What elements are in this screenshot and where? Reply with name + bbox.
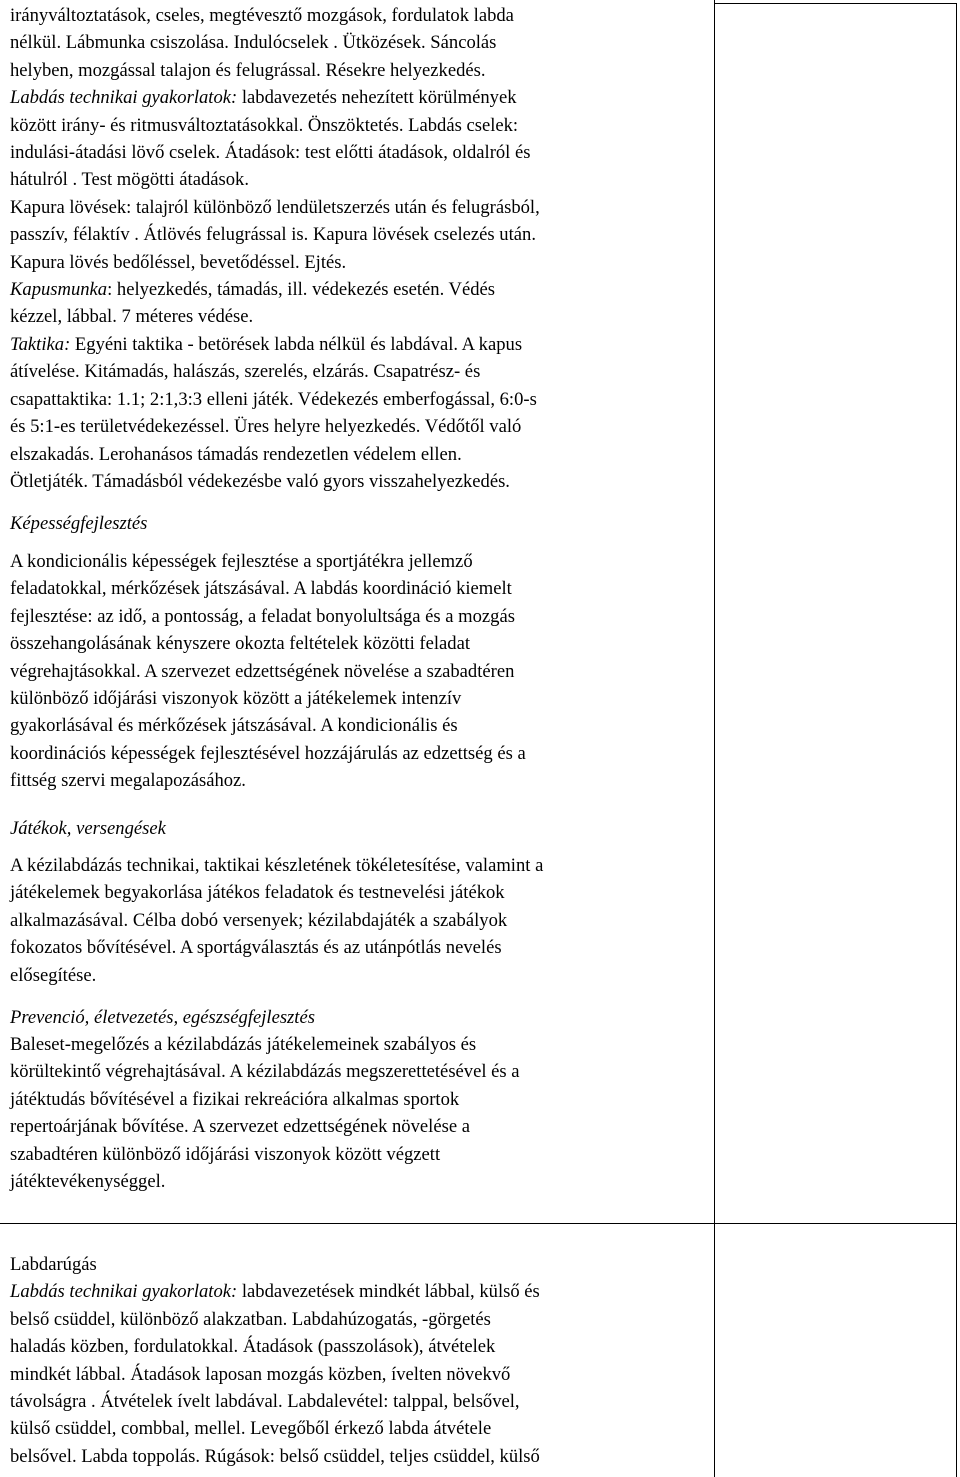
text-line	[10, 413, 710, 440]
text-run: kézzel, lábbal. 7 méteres védése.	[10, 306, 254, 328]
text-line: fokozatos bővítésével. A sportágválasztás és az utánpótlás nevelés	[10, 937, 502, 959]
text-run: Egyéni taktika - betörések labda nélkül és labdával. A kapus	[70, 333, 523, 355]
text-line: A kondicionális képességek fejlesztése a sportjátékra jellemző	[10, 551, 473, 572]
football-technique-label: Labdás technikai gyakorlatok:	[10, 1281, 238, 1303]
games-heading: Játékok, versengések	[10, 818, 166, 839]
text-run: Ötletjáték. Támadásból védekezésbe való gyors visszahelyezkedés.	[10, 470, 510, 492]
text-line: feladatokkal, mérkőzések játszásával. A labdás koordináció kiemelt	[10, 578, 512, 600]
text-line: belsővel. Labda toppolás. Rúgások: belső csüddel, teljes csüddel, külső	[10, 1445, 540, 1467]
capability-paragraph	[10, 548, 710, 795]
table-right-border	[956, 3, 957, 1477]
text-line: különböző időjárási viszonyok között a játékelemek intenzív	[10, 688, 462, 710]
games-section	[10, 815, 710, 842]
text-run: csapattaktika: 1.1; 2:1,3:3 elleni játék. Védekezés emberfogással, 6:0-s	[10, 388, 537, 410]
text-line: Baleset-megelőzés a kézilabdázás játékelemeinek szabályos és	[10, 1034, 477, 1055]
text-line	[10, 194, 710, 221]
text-run: átívelése. Kitámadás, halászás, szerelés, elzárás. Csapatrész- és	[10, 361, 481, 383]
text-line: fejlesztése: az idő, a pontosság, a feladat bonyolultsága és a mozgás	[10, 605, 515, 627]
text-line: külső csüddel, combbal, mellel. Levegőből érkező labda átvétele	[10, 1418, 492, 1440]
text-line: összehangolásának kényszere okozta feltételek közötti feladat	[10, 633, 470, 655]
capability-development-section	[10, 510, 710, 537]
text-line: szabadtéren különböző időjárási viszonyok között végzett	[10, 1143, 441, 1165]
text-line: gyakorlásával és mérkőzések játszásával. A kondicionális és	[10, 715, 458, 737]
games-paragraph	[10, 852, 710, 989]
italic-label: Taktika:	[10, 333, 71, 355]
text-line	[10, 386, 710, 413]
text-line	[10, 57, 710, 84]
football-title: Labdarúgás	[10, 1254, 97, 1275]
text-line	[10, 358, 710, 385]
football-first-line	[10, 1278, 710, 1305]
text-run: passzív, félaktív . Átlövés felugrással is. Kapura lövések cselezés után.	[10, 224, 536, 246]
text-line	[10, 221, 710, 248]
text-line	[10, 249, 710, 276]
text-line: A kézilabdázás technikai, taktikai készletének tökéletesítése, valamint a	[10, 855, 544, 876]
text-run: elszakadás. Lerohanásos támadás rendezetlen védelem ellen.	[10, 443, 462, 465]
text-line: körültekintő végrehajtásával. A kézilabdázás megszerettetésével és a	[10, 1061, 520, 1083]
text-line	[10, 276, 710, 303]
italic-label: Labdás technikai gyakorlatok:	[10, 87, 238, 109]
text-run: hátulról . Test mögötti átadások.	[10, 169, 250, 191]
text-run: között irány- és ritmusváltoztatásokkal. Önszöktetés. Labdás cselek:	[10, 114, 519, 136]
text-line: játéktudás bővítésével a fizikai rekreációra alkalmas sportok	[10, 1088, 460, 1110]
table-top-border	[715, 3, 956, 4]
text-run: indulási-átadási lövő cselek. Átadások: test előtti átadások, oldalról és	[10, 142, 531, 164]
text-run: Kapura lövések: talajról különböző lendületszerzés után és felugrásból,	[10, 196, 540, 218]
prevention-paragraph	[10, 1031, 710, 1195]
text-line: távolságra . Átvételek ívelt labdával. Labdalevétel: talppal, belsővel,	[10, 1391, 520, 1413]
prevention-heading: Prevenció, életvezetés, egészségfejlesztés	[10, 1007, 315, 1028]
text-line: játékelemek begyakorlása játékos feladatok és testnevelési játékok	[10, 882, 505, 904]
text-run: helyben, mozgással talajon és felugrással. Résekre helyezkedés.	[10, 59, 486, 81]
text-line: végrehajtásokkal. A szervezet edzettségének növelése a szabadtéren	[10, 660, 515, 682]
text-line	[10, 331, 710, 358]
text-line: alkalmazásával. Célba dobó versenyek; kézilabdajáték a szabályok	[10, 909, 508, 931]
handball-technique-section	[10, 2, 710, 495]
text-line: haladás közben, fordulatokkal. Átadások (passzolások), átvételek	[10, 1336, 496, 1358]
text-line	[10, 303, 710, 330]
text-line: játéktevékenységgel.	[10, 1171, 166, 1193]
text-line: fittség szervi megalapozásához.	[10, 770, 246, 792]
text-line	[10, 468, 710, 495]
capability-heading: Képességfejlesztés	[10, 513, 148, 534]
text-line	[10, 139, 710, 166]
text-line	[10, 166, 710, 193]
text-line	[10, 112, 710, 139]
text-line: repertoárjának bővítése. A szervezet edzettségének növelése a	[10, 1116, 470, 1138]
italic-label: Kapusmunka	[10, 279, 108, 301]
text-run: nélkül. Lábmunka csiszolása. Indulócselek . Ütközések. Sáncolás	[10, 32, 497, 54]
empty-side-column	[715, 0, 960, 1477]
text-line	[10, 2, 710, 29]
text-run: labdavezetés nehezített körülmények	[237, 87, 517, 109]
text-line	[10, 84, 710, 111]
text-line: mindkét lábbal. Átadások laposan mozgás közben, ívelten növekvő	[10, 1363, 511, 1385]
prevention-section	[10, 1004, 710, 1031]
text-line: belső csüddel, különböző alakzatban. Labdahúzogatás, -görgetés	[10, 1308, 491, 1330]
football-paragraph	[10, 1306, 710, 1470]
text-run: irányváltoztatások, cseles, megtévesztő mozgások, fordulatok labda	[10, 5, 514, 26]
text-run: : helyezkedés, támadás, ill. védekezés esetén. Védés	[107, 279, 496, 301]
football-first-line-text: labdavezetések mindkét lábbal, külső és	[237, 1281, 540, 1303]
football-section	[10, 1251, 710, 1470]
text-run: és 5:1-es területvédekezéssel. Üres helyre helyezkedés. Védőtől való	[10, 416, 522, 438]
text-line: koordinációs képességek fejlesztésével hozzájárulás az edzettség és a	[10, 742, 526, 764]
text-line	[10, 29, 710, 56]
text-line: elősegítése.	[10, 964, 97, 986]
row-divider	[0, 1223, 956, 1224]
text-run: Kapura lövés bedőléssel, bevetődéssel. Ejtés.	[10, 251, 347, 273]
text-line	[10, 441, 710, 468]
